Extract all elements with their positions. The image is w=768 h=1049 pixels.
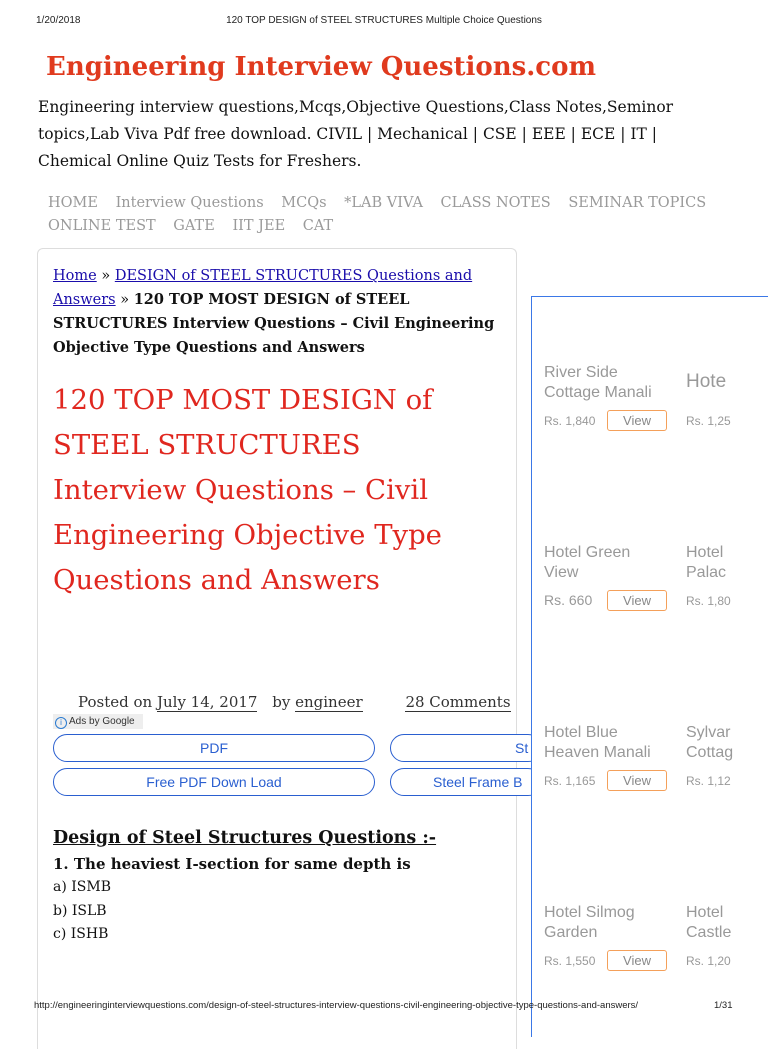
hotel-price: Rs. 1,12 — [686, 774, 731, 788]
hotel-price: Rs. 1,165 — [544, 774, 596, 788]
site-description: Engineering interview questions,Mcqs,Objective Questions,Class Notes,Seminor topics,Lab Viva Pdf free download. CIVIL | Mechanical | CSE | EEE | ECE | IT | Chemical Online Quiz Tests for Freshers. — [38, 98, 674, 170]
hotel-price: Rs. 1,550 — [544, 954, 596, 968]
ad-button-steel-frame[interactable]: Steel Frame B — [390, 768, 542, 796]
breadcrumb — [53, 265, 503, 360]
hotel-price: Rs. 1,20 — [686, 954, 731, 968]
by-label: by — [272, 693, 291, 711]
hotel-name[interactable]: Hotel Blue Heaven Manali — [544, 724, 651, 761]
questions-heading: Design of Steel Structures Questions :- — [53, 828, 437, 848]
post-meta — [78, 693, 511, 711]
print-url: http://engineeringinterviewquestions.com/design-of-steel-structures-interview-questions-civil-engineering-objective-type-questions-and-answers/ — [34, 1000, 639, 1011]
view-button[interactable]: View — [607, 770, 667, 791]
site-title[interactable]: Engineering Interview Questions.com — [46, 52, 596, 82]
print-date: 1/20/2018 — [36, 15, 81, 26]
sidebar-hotel-ad — [531, 296, 768, 1037]
nav-item-home[interactable]: HOME — [48, 195, 98, 211]
option-c: c) ISHB — [53, 926, 109, 942]
ad-button-pdf[interactable]: PDF — [53, 734, 375, 762]
breadcrumb-category-link[interactable]: DESIGN of STEEL STRUCTURES Questions and Answers — [53, 268, 473, 308]
hotel-name[interactable]: Hotel Green View — [544, 544, 631, 581]
nav-item-online-test[interactable]: ONLINE TEST — [48, 218, 156, 234]
print-title: 120 TOP DESIGN of STEEL STRUCTURES Multiple Choice Questions — [226, 15, 542, 26]
nav-item-class-notes[interactable]: CLASS NOTES — [440, 195, 551, 211]
option-b: b) ISLB — [53, 903, 107, 919]
hotel-name[interactable]: Sylvar Cottag — [686, 724, 734, 761]
ad-button-free-pdf[interactable]: Free PDF Down Load — [53, 768, 375, 796]
nav-item-iit-jee[interactable]: IIT JEE — [232, 218, 286, 234]
hotel-name[interactable]: River Side Cottage Manali — [544, 364, 652, 401]
post-title: 120 TOP MOST DESIGN of STEEL STRUCTURES Interview Questions – Civil Engineering Objective Type Questions and Answers — [53, 384, 442, 596]
author-link[interactable]: engineer — [295, 693, 363, 711]
hotel-price: Rs. 1,25 — [686, 414, 731, 428]
nav-item-interview-questions[interactable]: Interview Questions — [115, 195, 264, 211]
view-button[interactable]: View — [607, 950, 667, 971]
breadcrumb-home-link[interactable]: Home — [53, 268, 97, 284]
question-1: 1. The heaviest I-section for same depth is — [53, 855, 411, 873]
hotel-name[interactable]: Hotel Palac — [686, 544, 727, 581]
option-a: a) ISMB — [53, 879, 112, 895]
hotel-name[interactable]: Hote — [686, 371, 727, 392]
breadcrumb-separator: » — [120, 292, 130, 308]
main-nav — [48, 192, 728, 238]
ad-button-st[interactable]: St — [390, 734, 542, 762]
nav-item-mcqs[interactable]: MCQs — [281, 195, 327, 211]
hotel-name[interactable]: Hotel Castle — [686, 904, 732, 941]
hotel-name[interactable]: Hotel Silmog Garden — [544, 904, 635, 941]
hotel-price: Rs. 1,840 — [544, 414, 596, 428]
ads-by-google-label[interactable]: i Ads by Google — [53, 714, 143, 729]
nav-item-seminar-topics[interactable]: SEMINAR TOPICS — [568, 195, 707, 211]
breadcrumb-separator: » — [101, 268, 111, 284]
posted-on-label: Posted on — [78, 693, 153, 711]
view-button[interactable]: View — [607, 410, 667, 431]
view-button[interactable]: View — [607, 590, 667, 611]
page-number: 1/31 — [714, 1000, 733, 1011]
nav-item-cat[interactable]: CAT — [302, 218, 334, 234]
nav-item-lab-viva[interactable]: *LAB VIVA — [344, 195, 423, 211]
info-icon: i — [55, 717, 67, 729]
breadcrumb-current: 120 TOP MOST DESIGN of STEEL STRUCTURES Interview Questions – Civil Engineering Objective Type Questions and Answers — [53, 291, 495, 356]
post-date-link[interactable]: July 14, 2017 — [156, 693, 258, 711]
main-content-box — [37, 248, 517, 1049]
comments-link[interactable]: 28 Comments — [405, 693, 511, 711]
hotel-price: Rs. 1,80 — [686, 594, 731, 608]
nav-item-gate[interactable]: GATE — [173, 218, 215, 234]
hotel-price: Rs. 660 — [544, 592, 593, 608]
